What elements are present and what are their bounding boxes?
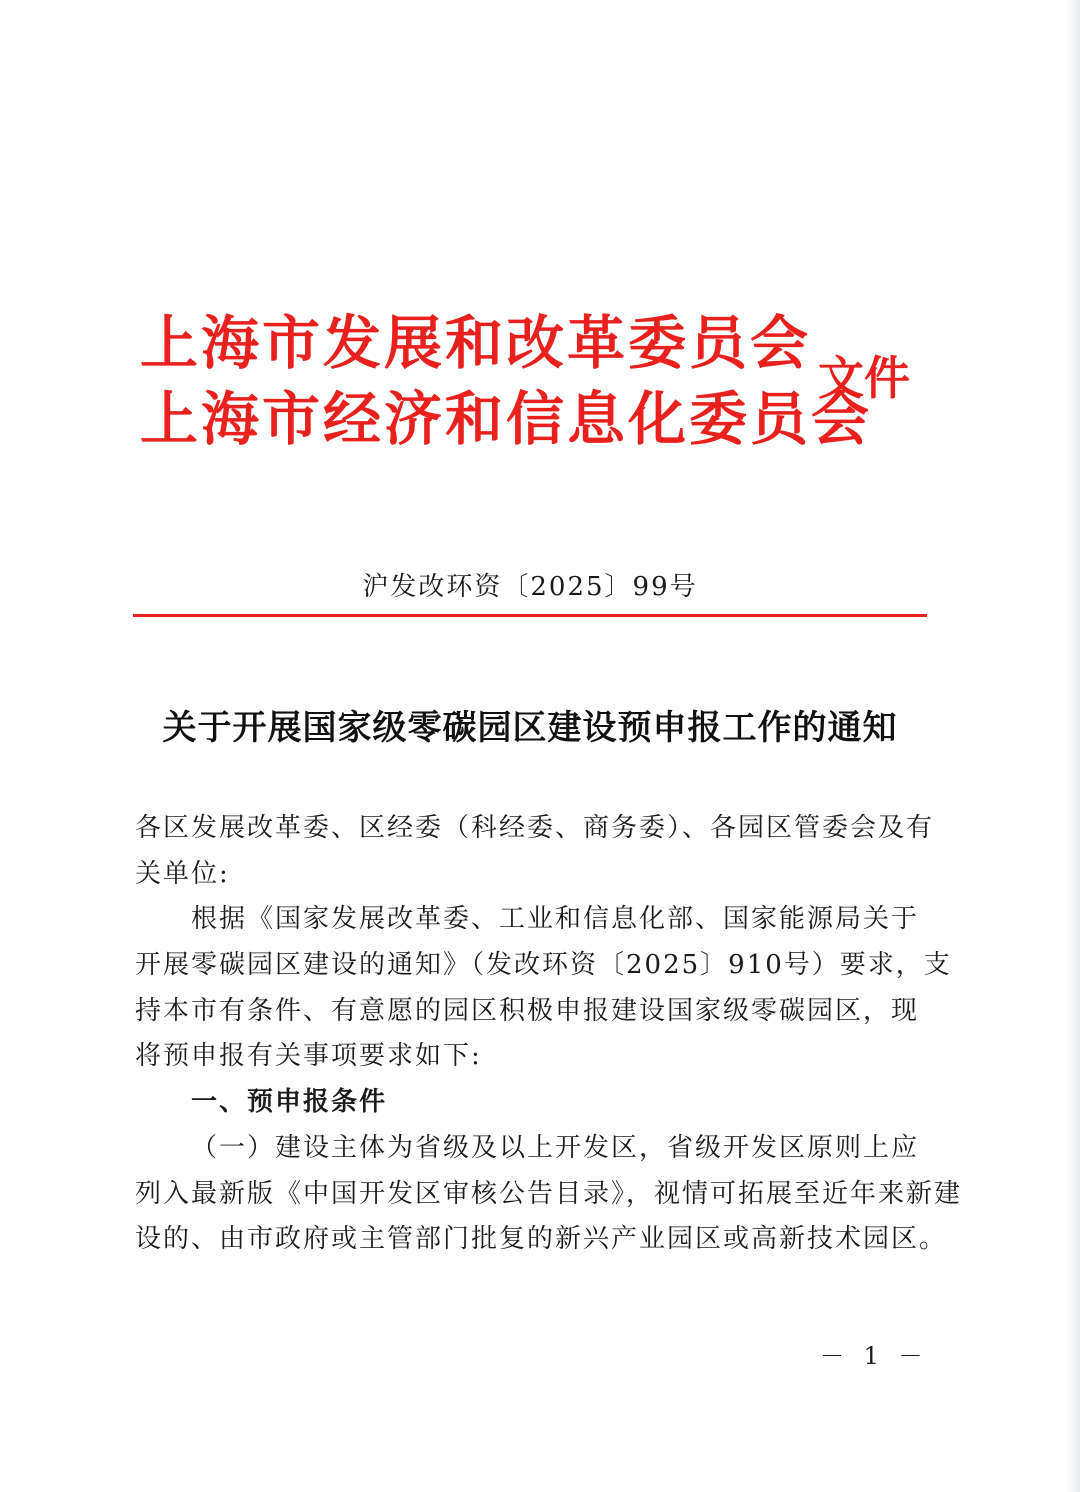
paragraph-line: 开展零碳园区建设的通知》（发改环资〔2025〕910号）要求，支 — [135, 950, 952, 981]
paragraph-line: 根据《国家发展改革委、工业和信息化部、国家能源局关于 — [191, 904, 920, 935]
doc-type-suffix: 文件 — [818, 351, 910, 405]
paragraph-line: 列入最新版《中国开发区审核公告目录》，视情可拓展至近年来新建 — [135, 1178, 963, 1209]
issuer-name-1: 上海市发展和改革委员会 — [140, 309, 812, 377]
red-header — [140, 300, 940, 470]
red-divider — [133, 614, 927, 617]
paragraph-line: 持本市有条件、有意愿的园区积极申报建设国家级零碳园区，现 — [135, 995, 920, 1026]
section-heading: 一、预申报条件 — [191, 1087, 388, 1118]
paragraph-line: 将预申报有关事项要求如下: — [135, 1041, 482, 1072]
document-number: 沪发改环资〔2025〕99号 — [362, 572, 698, 602]
paragraph-line: （一）建设主体为省级及以上开发区，省级开发区原则上应 — [191, 1132, 920, 1163]
addressee-line: 关单位: — [135, 858, 230, 889]
document-title: 关于开展国家级零碳园区建设预申报工作的通知 — [162, 708, 898, 748]
addressee-line: 各区发展改革委、区经委（科经委、商务委）、各园区管委会及有 — [135, 813, 935, 843]
scan-edge — [1066, 0, 1080, 1492]
page-number: － 1 － — [820, 1342, 929, 1370]
issuer-name-2: 上海市经济和信息化委员会 — [140, 385, 873, 453]
paragraph-line: 设的、由市政府或主管部门批复的新兴产业园区或高新技术园区。 — [135, 1224, 948, 1255]
document-body — [135, 806, 963, 1263]
